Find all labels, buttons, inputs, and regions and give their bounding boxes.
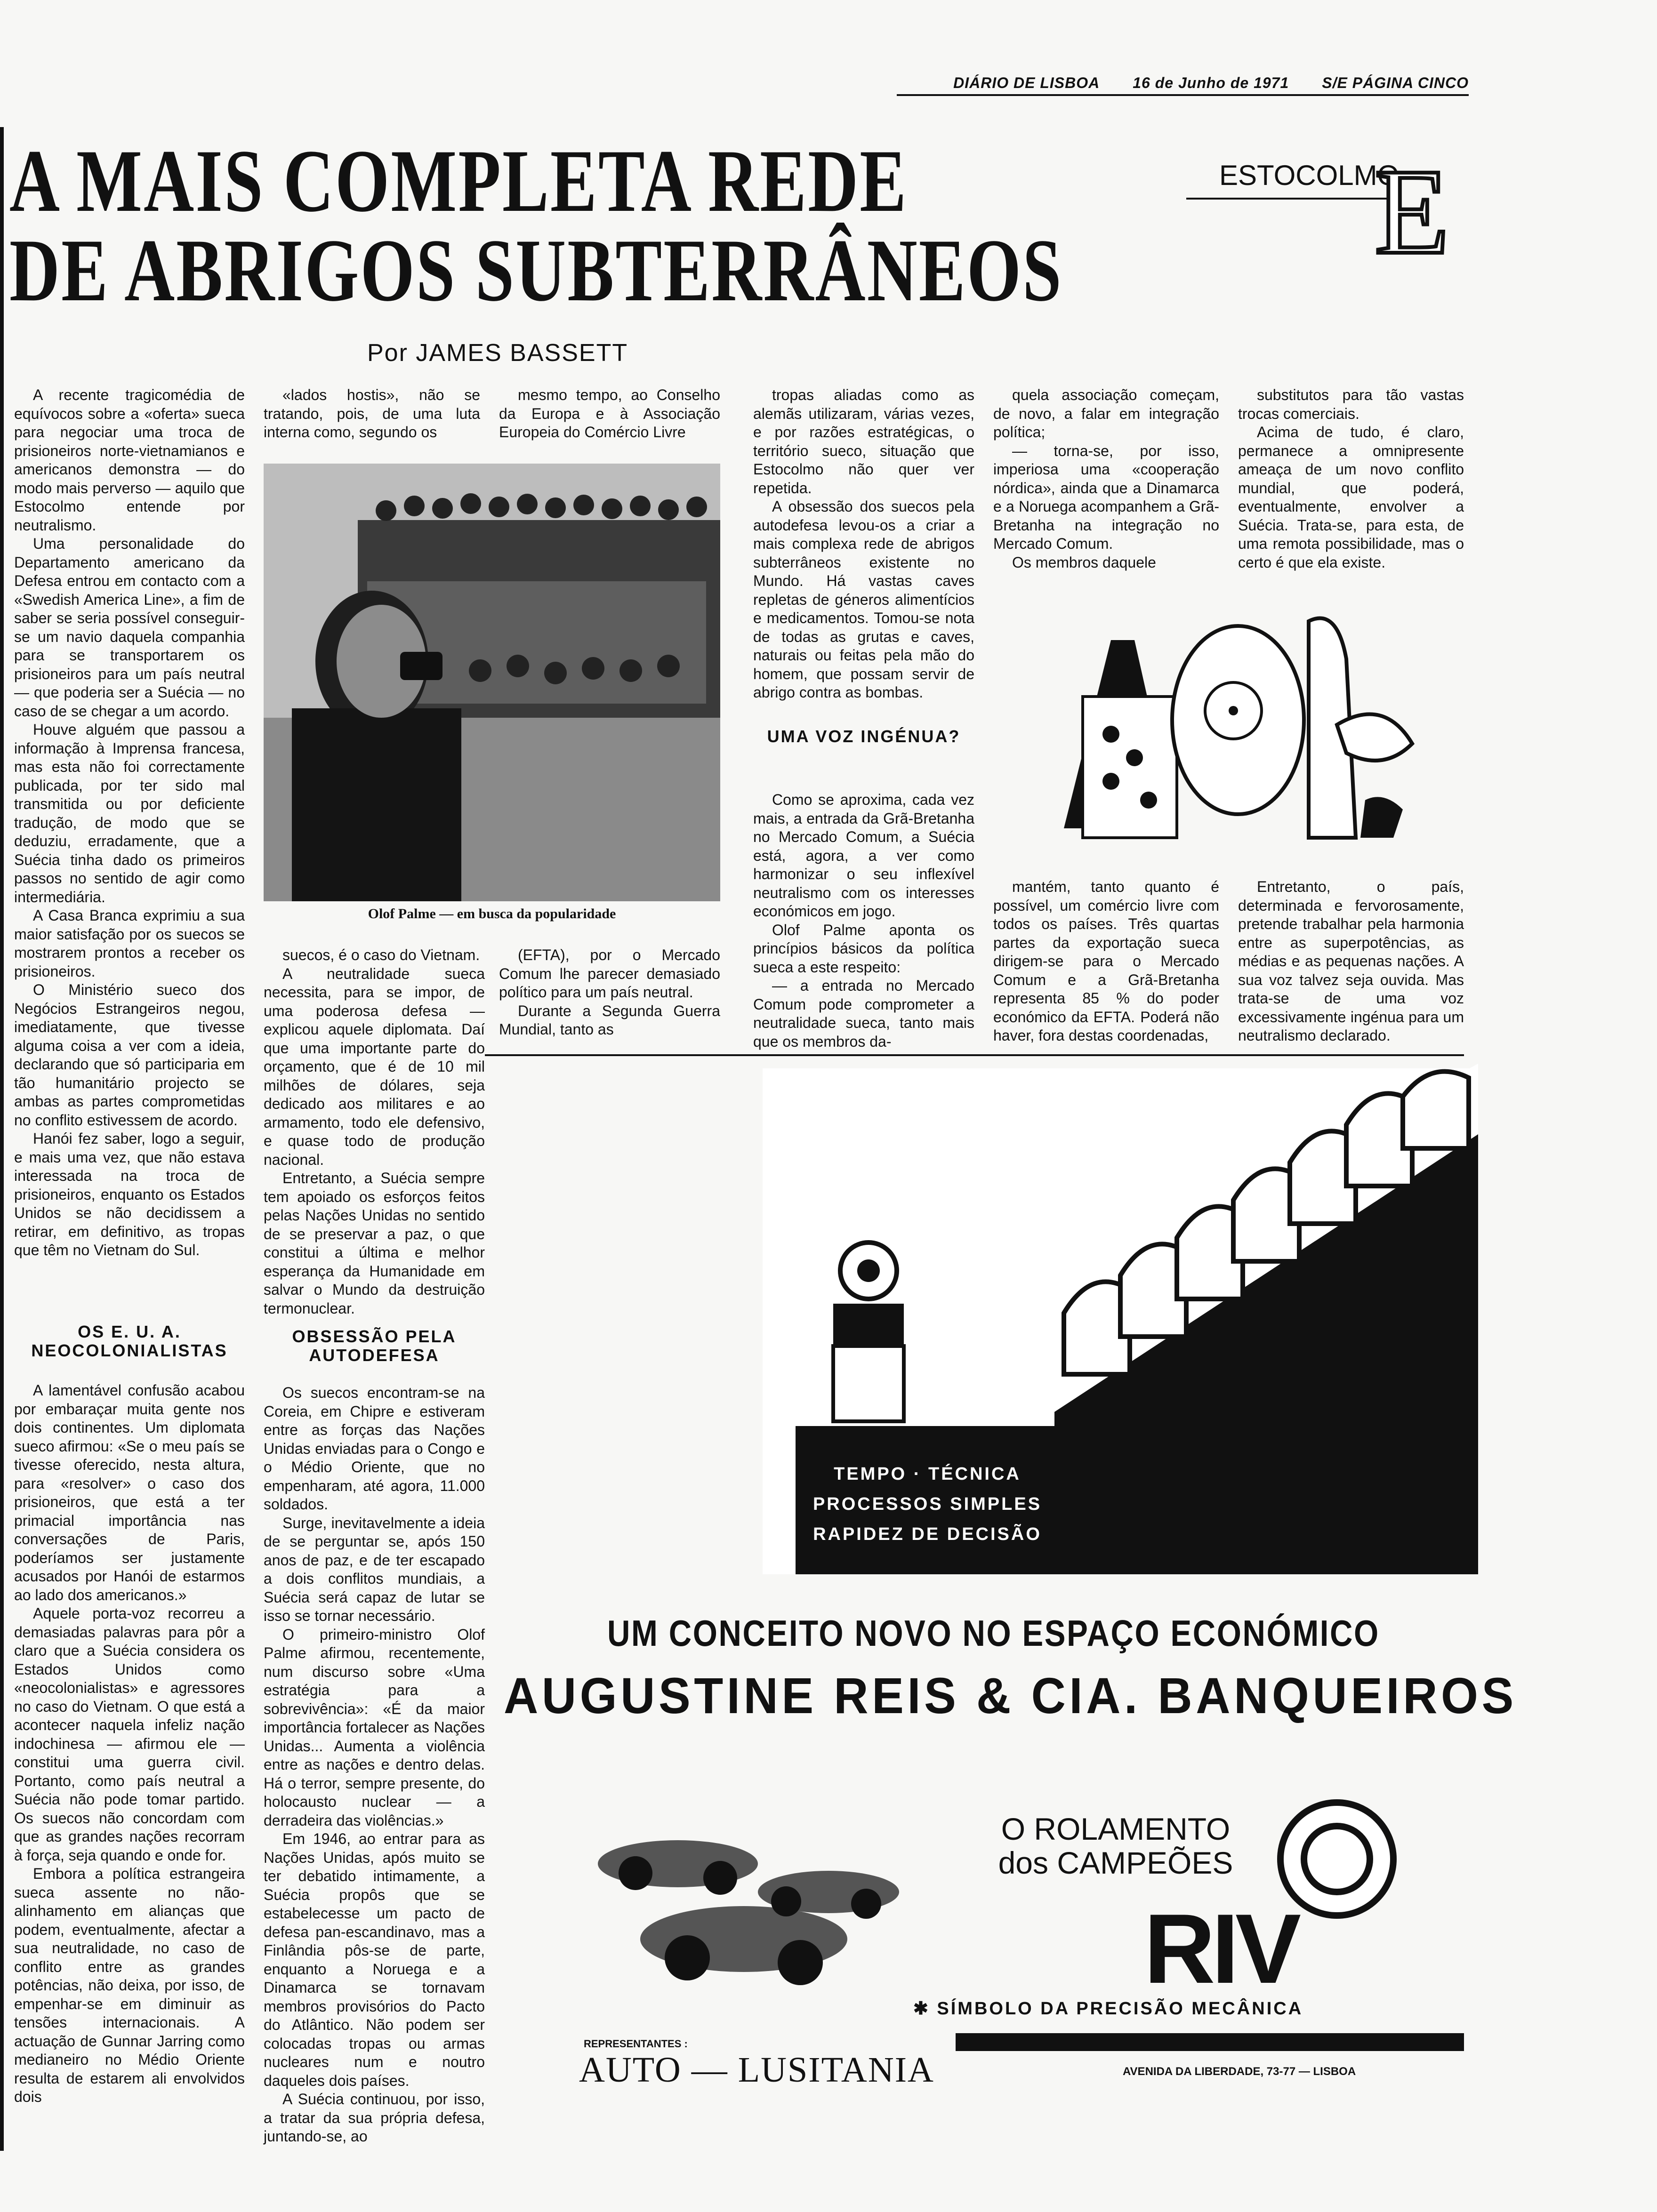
column-5-bottom: [993, 878, 1219, 1047]
paragraph: A Suécia continuou, por isso, a tratar da sua própria defesa, juntando-se, ao: [264, 2091, 485, 2145]
paragraph: Entretanto, a Suécia sempre tem apoiado os esforços feitos pelas Nações Unidas no sentido de se preservar a paz, o que constitui a última e melhor esperança da Humanidade em salvar o Mundo da destruição termonuclear.: [264, 1170, 485, 1317]
riv-black-bar: [956, 2033, 1464, 2051]
column-2-middle: [264, 946, 485, 1317]
photo-olof-palme: [264, 464, 720, 901]
riv-title-2: dos CAMPEÕES: [998, 1845, 1233, 1880]
column-2-bottom: [264, 1384, 485, 2145]
paragraph: — a entrada no Mercado Comum pode comprometer a neutralidade sueca, tanto mais que os membros da-: [753, 977, 974, 1050]
column-1-top: [14, 386, 245, 1280]
column-4-top: [753, 386, 974, 706]
paper-name: DIÁRIO DE LISBOA: [953, 74, 1100, 91]
byline: Por JAMES BASSETT: [367, 339, 628, 367]
paragraph: (EFTA), por o Mercado Comum lhe parecer demasiado político para um país neutral.: [499, 946, 720, 1001]
riv-dealer: AUTO — LUSITANIA: [579, 2050, 934, 2090]
section-rule: [1186, 198, 1393, 200]
riv-title-1: O ROLAMENTO: [1001, 1811, 1231, 1846]
paragraph: Hanói fez saber, logo a seguir, e mais uma vez, que não estava interessada na troca de prisioneiros, enquanto os Estados Unidos se não decidissem a retirar, em definitivo, as tropas que têm no Vietnam do Sul.: [14, 1130, 245, 1258]
paragraph: Aquele porta-voz recorreu a demasiadas palavras para pôr a claro que a Suécia considera os Estados Unidos como «neocolonialistas» e agressores no caso do Vietnam. O que está a acontecer naquela infeliz nação indochinesa — afirmou ele — constitui uma guerra civil. Portanto, como país neutral a Suécia não pode tomar partido. Os suecos não concordam com que as grandes nações recorram à força, seja quando e onde for.: [14, 1605, 245, 1864]
column-4-bottom: [753, 791, 974, 1050]
illustration-image: [1054, 602, 1422, 847]
paragraph: Em 1946, ao entrar para as Nações Unidas, após muito se ter debatido intimamente, a Suécia propôs que se estabelecesse um pacto de defesa pan-escandinavo, mas a Finlândia pôs-se de parte, enquanto a Noruega e a Dinamarca se tornavam membros provisórios do Pacto do Atlântico. Não podem ser colocadas tropas ou armas nucleares num e noutro daqueles dois países.: [264, 1830, 485, 2089]
asterisk-icon: ✱: [913, 1999, 937, 2019]
paragraph: Olof Palme aponta os princípios básicos da política sueca a este respeito:: [753, 921, 974, 976]
paragraph: tropas aliadas como as alemãs utilizaram, várias vezes, e por razões estratégicas, o território sueco, situação que Estocolmo não quer ver repetida.: [753, 386, 974, 497]
riv-slogan-text: SÍMBOLO DA PRECISÃO MECÂNICA: [937, 1999, 1303, 2019]
article-bottom-rule: [485, 1054, 1464, 1056]
page-number: S/E PÁGINA CINCO: [1322, 74, 1469, 91]
bank-tagline: UM CONCEITO NOVO NO ESPAÇO ECONÓMICO: [607, 1612, 1380, 1654]
column-6-bottom: [1238, 878, 1464, 1047]
paragraph: Os suecos encontram-se na Coreia, em Chipre e estiveram entre as forças das Nações Unidas enviadas para o Congo e o Médio Oriente, que no empenharam, até agora, 11.000 soldados.: [264, 1384, 485, 1513]
photo-caption: Olof Palme — em busca da popularidade: [368, 906, 616, 922]
paragraph: mantém, tanto quanto é possível, um comércio livre com todos os países. Três quartas partes da exportação sueca dirigem-se para o Mercado Comum e a Grã-Bretanha representa 85 % do poder económico da EFTA. Poderá não haver, fora destas coordenadas,: [993, 878, 1219, 1044]
abstract-illustration: [1054, 602, 1422, 847]
column-6-top: [1238, 386, 1464, 574]
section-letter: E: [1375, 144, 1449, 280]
riv-representatives-label: REPRESENTANTES :: [584, 2038, 688, 2050]
section-label: ESTOCOLMO: [1219, 160, 1400, 191]
paragraph: A neutralidade sueca necessita, para se impor, de uma poderosa defesa — explicou aquele diplomata. Daí que uma importante parte do orçamento, que é de 10 mil milhões de dólares, seja dedicado aos militares e ao armamento, todo ele defensivo, e quase todo de produção nacional.: [264, 965, 485, 1168]
masthead: [953, 74, 1469, 92]
riv-logo: RIV: [1144, 1893, 1298, 2004]
column-2-top: [264, 386, 480, 461]
headline-line-2: DE ABRIGOS SUBTERRÂNEOS: [9, 221, 1063, 320]
photo-image: [264, 464, 720, 901]
ad-line-2: PROCESSOS SIMPLES: [812, 1494, 1042, 1514]
paragraph: Uma personalidade do Departamento americano da Defesa entrou em contacto com a «Swedish America Line», a fim de saber se seria possível conseguir-se um navio daquela companhia para se transportarem os prisioneiros para um país neutral — que poderia ser a Suécia — no caso de se chegar a um acordo.: [14, 535, 245, 720]
paragraph: — torna-se, por isso, imperiosa uma «cooperação nórdica», ainda que a Dinamarca e a Noruega acompanhem a Grã-Bretanha na integração no Mercado Comum.: [993, 442, 1219, 552]
headline-line-1: A MAIS COMPLETA REDE: [9, 132, 908, 231]
column-5-top: [993, 386, 1219, 574]
paragraph: «lados hostis», não se tratando, pois, de uma luta interna como, segundo os: [264, 386, 480, 441]
headline: [9, 132, 1063, 320]
ad-line-3: RAPIDEZ DE DECISÃO: [813, 1524, 1042, 1544]
bank-name: AUGUSTINE REIS & CIA. BANQUEIROS: [504, 1667, 1517, 1724]
paragraph: A lamentável confusão acabou por embaraçar muita gente nos dois continentes. Um diplomata sueco afirmou: «Se o meu país se tivesse oferecido, nesta altura, para «resolver» o caso dos prisioneiros, que está a ter primacial importância nas conversações de Paris, poderíamos ser justamente acusados por Hanói de estarmos ao lado dos americanos.»: [14, 1382, 245, 1603]
paragraph: Surge, inevitavelmente a ideia de se perguntar se, após 150 anos de paz, e de ter escapado a dois conflitos mundiais, a Suécia será capaz de lutar se isso se tornar necessário.: [264, 1514, 485, 1624]
riv-address: AVENIDA DA LIBERDADE, 73-77 — LISBOA: [1123, 2065, 1356, 2078]
bank-ad-box-text: [796, 1459, 1059, 1572]
paragraph: A recente tragicomédia de equívocos sobre a «oferta» sueca para negociar uma troca de prisioneiros norte-vietnamianos e americanos demonstra — do modo mais perverso — aquilo que Estocolmo entende por neutralismo.: [14, 386, 245, 534]
column-3-bottom: [499, 946, 720, 1050]
paragraph: Acima de tudo, é claro, permanece a omnipresente ameaça de um novo conflito mundial, que poderá, eventualmente, envolver a Suécia. Trata-se, para esta, de uma remota possibilidade, mas o certo é que ela existe.: [1238, 424, 1464, 571]
column-1-bottom: [14, 1381, 245, 2106]
paragraph: A Casa Branca exprimiu a sua maior satisfação por os suecos se mostrarem prontos a receber os prisioneiros.: [14, 907, 245, 980]
paragraph: O primeiro-ministro Olof Palme afirmou, recentemente, num discurso sobre «Uma estratégia para a sobrevivência»: «É da maior importância fortalecer as Nações Unidas... Aumenta a violência entre as nações e dentro delas. Há o terror, sempre presente, do holocausto nuclear — a derradeira das violências.»: [264, 1626, 485, 1829]
paragraph: Entretanto, o país, determinada e fervorosamente, pretende trabalhar pela harmonia entre as superpotências, as médias e as pequenas nações. A sua voz talvez seja ouvida. Mas trata-se de uma voz excessivamente ingénua para um neutralismo declarado.: [1238, 878, 1464, 1044]
paragraph: O Ministério sueco dos Negócios Estrangeiros negou, imediatamente, que tivesse alguma coisa a ver com a ideia, declarando que só participaria em tão humanitário projecto se ambas as partes comprometidas no conflito estivessem de acordo.: [14, 981, 245, 1129]
paragraph: mesmo tempo, ao Conselho da Europa e à Associação Europeia do Comércio Livre: [499, 386, 720, 441]
subhead-neocolonialistas: OS E. U. A. NEOCOLONIALISTAS: [31, 1322, 228, 1360]
paragraph: suecos, é o caso do Vietnam.: [282, 946, 480, 963]
subhead-voz-ingenua: UMA VOZ INGÉNUA?: [767, 727, 961, 746]
paragraph: A obsessão dos suecos pela autodefesa levou-os a criar a mais complexa rede de abrigos subterrâneos existente no Mundo. Há vastas caves repletas de géneros alimentícios e medicamentos. Tomou-se nota de todas as grutas e caves, naturais ou feitas pela mão do homem, que possam servir de abrigo contra as bombas.: [753, 498, 974, 701]
paragraph: Como se aproxima, cada vez mais, a entrada da Grã-Bretanha no Mercado Comum, a Suécia está, agora, a ver como harmonizar o seu inflexível neutralismo com os interesses económicos em jogo.: [753, 791, 974, 920]
page-edge: [0, 127, 4, 2151]
paragraph: Os membros daquele: [1012, 553, 1156, 571]
masthead-rule: [897, 94, 1469, 96]
ad-line-1: TEMPO · TÉCNICA: [834, 1464, 1021, 1484]
paragraph: quela associação começam, de novo, a falar em integração política;: [993, 386, 1219, 441]
paragraph: substitutos para tão vastas trocas comerciais.: [1238, 386, 1464, 422]
column-3-top: [499, 386, 720, 461]
issue-date: 16 de Junho de 1971: [1133, 74, 1289, 91]
paragraph: Embora a política estrangeira sueca assente no não-alinhamento em alianças que podem, eventualmente, afectar a sua neutralidade, no caso de conflito entre as grandes potências, não deixa, por isso, de empenhar-se em diminuir as tensões internacionais. A actuação de Gunnar Jarring como medianeiro no Médio Oriente resulta de estarem ali envolvidos dois: [14, 1865, 245, 2105]
riv-headline: [984, 1812, 1247, 1880]
paragraph: Durante a Segunda Guerra Mundial, tanto as: [499, 1002, 720, 1038]
riv-slogan: [913, 1998, 1303, 2019]
paragraph: Houve alguém que passou a informação à Imprensa francesa, mas esta não foi correctamente publicada, por ter sido mal transmitida ou por deficiente tradução, de modo que se deduziu, erradamente, que a Suécia tinha dado os primeiros passos no sentido de agir como intermediária.: [14, 721, 245, 906]
subhead-autodefesa: OBSESSÃO PELA AUTODEFESA: [292, 1327, 457, 1365]
